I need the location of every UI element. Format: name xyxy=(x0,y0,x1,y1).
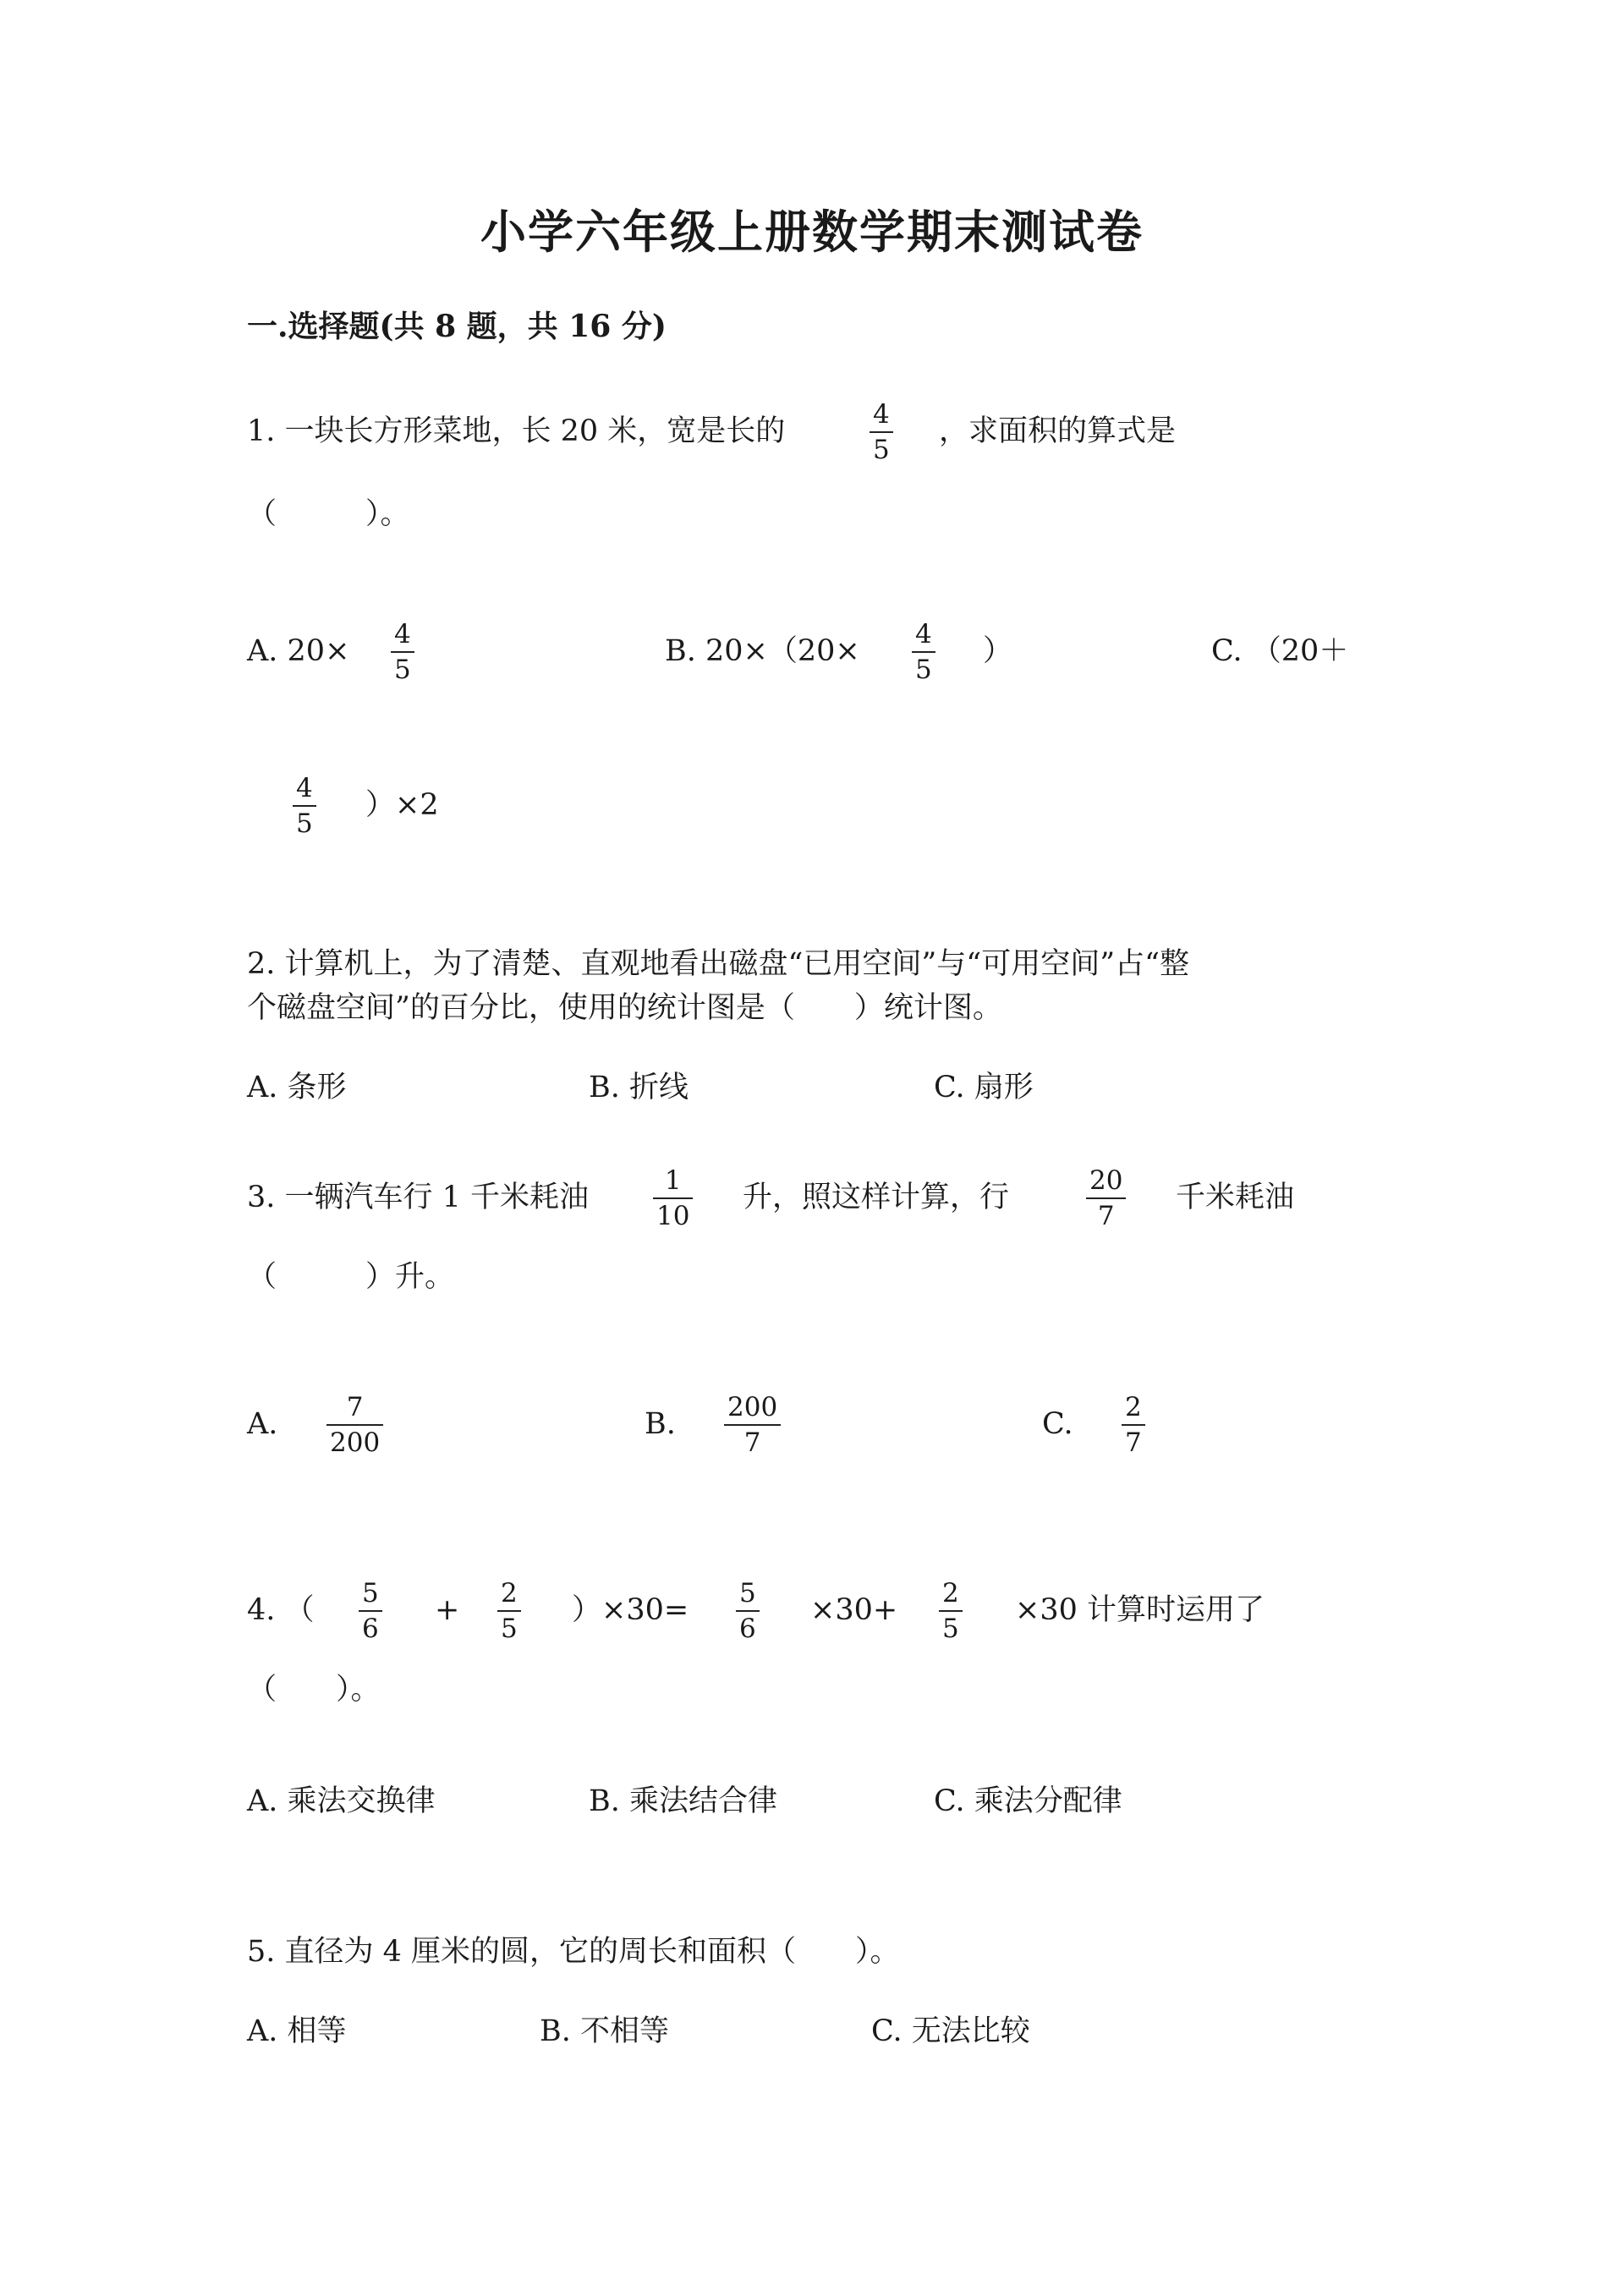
q1-option-b-fraction xyxy=(912,619,935,685)
denominator: 5 xyxy=(942,1614,959,1644)
q1-text-2: ，求面积的算式是 xyxy=(939,414,1177,448)
page-title: 小学六年级上册数学期末测试卷 xyxy=(480,205,1144,259)
q1-option-c-end: ）×2 xyxy=(365,788,439,822)
q5-option-c[interactable]: C. 无法比较 xyxy=(871,2014,1030,2048)
q4-plus: + xyxy=(435,1593,460,1627)
denominator: 7 xyxy=(743,1427,761,1458)
q3-option-c-fraction xyxy=(1122,1392,1145,1458)
q3-option-b[interactable]: B. xyxy=(645,1407,676,1441)
q1-option-a-fraction xyxy=(391,619,414,685)
numerator: 5 xyxy=(362,1578,379,1608)
numerator: 20 xyxy=(1089,1165,1123,1196)
numerator: 1 xyxy=(664,1165,682,1196)
numerator: 4 xyxy=(296,773,313,803)
q3-fraction-2 xyxy=(1086,1165,1126,1231)
numerator: 200 xyxy=(727,1392,778,1422)
q4-fraction-1 xyxy=(359,1578,382,1644)
denominator: 5 xyxy=(915,655,932,685)
q3-blank: （ ）升。 xyxy=(247,1260,455,1294)
denominator: 5 xyxy=(394,655,411,685)
numerator: 2 xyxy=(501,1578,518,1608)
q4-option-c[interactable]: C. 乘法分配律 xyxy=(934,1784,1122,1818)
q4-middle-2: ×30+ xyxy=(810,1593,898,1627)
numerator: 5 xyxy=(739,1578,756,1608)
q3-text-2: 升，照这样计算，行 xyxy=(743,1181,1010,1214)
q4-middle: ）×30= xyxy=(572,1593,689,1627)
q1-option-c[interactable]: C. （20＋ xyxy=(1211,634,1349,668)
q4-fraction-3 xyxy=(736,1578,760,1644)
q3-fraction-1 xyxy=(653,1165,693,1231)
denominator: 6 xyxy=(739,1614,756,1644)
denominator: 7 xyxy=(1125,1427,1142,1458)
denominator: 200 xyxy=(330,1427,381,1458)
numerator: 2 xyxy=(1125,1392,1142,1422)
q4-option-b[interactable]: B. 乘法结合律 xyxy=(589,1784,777,1818)
denominator: 5 xyxy=(873,435,890,465)
q1-option-c-fraction xyxy=(293,773,316,839)
q2-option-b[interactable]: B. 折线 xyxy=(589,1071,689,1104)
q1-option-b-end: ） xyxy=(983,634,1013,668)
q1-fraction xyxy=(870,399,893,465)
q4-open: 4. （ xyxy=(247,1593,315,1627)
numerator: 4 xyxy=(915,619,932,649)
q1-option-a[interactable]: A. 20× xyxy=(247,634,350,668)
denominator: 7 xyxy=(1097,1201,1115,1231)
q1-text: 1. 一块长方形菜地，长 20 米，宽是长的 xyxy=(247,414,786,448)
q2-option-c[interactable]: C. 扇形 xyxy=(934,1071,1034,1104)
q1-option-b[interactable]: B. 20×（20× xyxy=(665,634,860,668)
q3-option-b-fraction xyxy=(724,1392,781,1458)
numerator: 7 xyxy=(346,1392,364,1422)
numerator: 4 xyxy=(394,619,411,649)
q4-option-a[interactable]: A. 乘法交换律 xyxy=(247,1784,436,1818)
denominator: 10 xyxy=(656,1201,690,1231)
q3-option-a[interactable]: A. xyxy=(247,1407,278,1441)
numerator: 4 xyxy=(873,399,890,430)
q4-tail: ×30 计算时运用了 xyxy=(1015,1593,1265,1627)
q1-blank: （ ）。 xyxy=(247,497,410,531)
q5-option-b[interactable]: B. 不相等 xyxy=(540,2014,669,2048)
q4-fraction-2 xyxy=(497,1578,521,1644)
q5-text: 5. 直径为 4 厘米的圆，它的周长和面积（ ）。 xyxy=(247,1935,900,1969)
q3-option-c[interactable]: C. xyxy=(1042,1407,1073,1441)
section-heading: 一.选择题(共 8 题，共 16 分) xyxy=(247,309,667,344)
q2-option-a[interactable]: A. 条形 xyxy=(247,1071,347,1104)
q4-fraction-4 xyxy=(939,1578,963,1644)
q4-blank: （ ）。 xyxy=(247,1673,381,1707)
q5-option-a[interactable]: A. 相等 xyxy=(247,2014,347,2048)
q3-text: 3. 一辆汽车行 1 千米耗油 xyxy=(247,1181,590,1214)
q2-line-1: 2. 计算机上，为了清楚、直观地看出磁盘“已用空间”与“可用空间”占“整 xyxy=(247,947,1189,981)
denominator: 6 xyxy=(362,1614,379,1644)
denominator: 5 xyxy=(501,1614,518,1644)
denominator: 5 xyxy=(296,808,313,839)
q3-text-3: 千米耗油 xyxy=(1176,1181,1295,1214)
numerator: 2 xyxy=(942,1578,959,1608)
q3-option-a-fraction xyxy=(326,1392,383,1458)
q2-line-2: 个磁盘空间”的百分比，使用的统计图是（ ）统计图。 xyxy=(247,991,1002,1025)
